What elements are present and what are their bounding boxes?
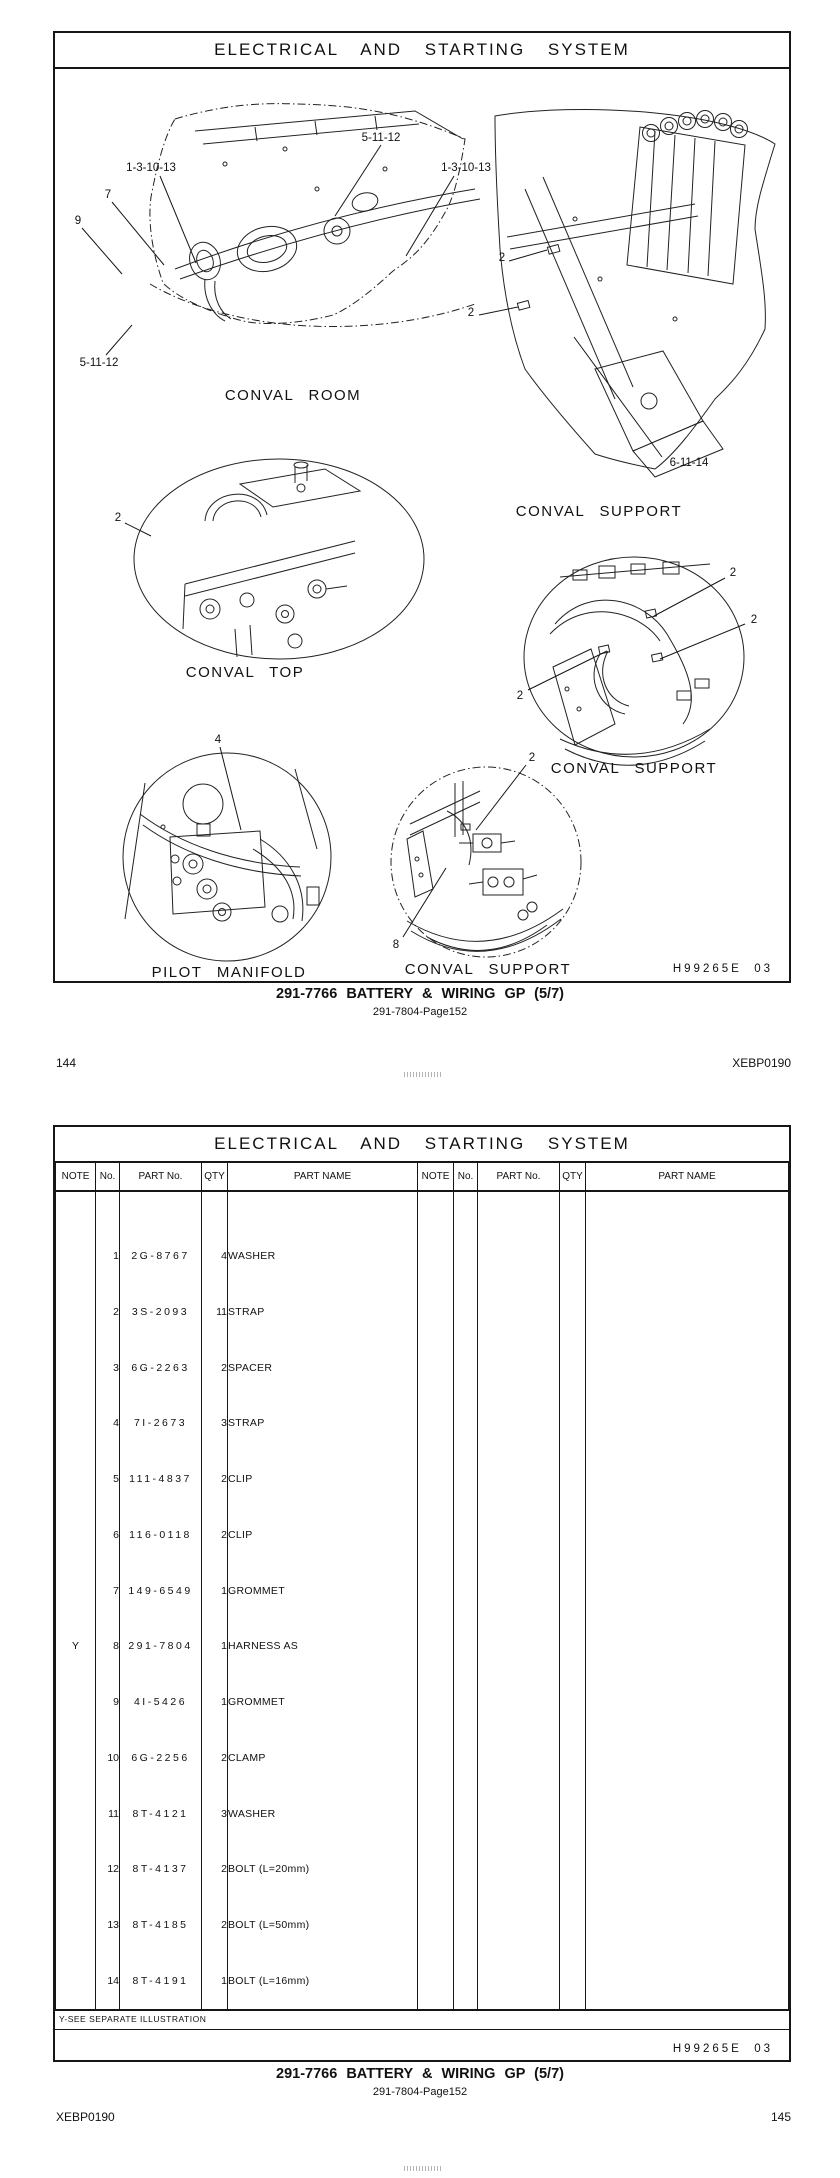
header-no: No.	[96, 1163, 120, 1191]
drawing-boundary	[524, 557, 744, 757]
cell-part-name: GROMMET	[228, 1674, 418, 1730]
illustration-caption: CONVAL SUPPORT	[550, 760, 718, 777]
cell-qty	[560, 1340, 586, 1396]
illustration-caption: CONVAL SUPPORT	[515, 503, 683, 520]
cell-no: 13	[96, 1897, 120, 1953]
cell-part-no: 149-6549	[120, 1563, 202, 1619]
cell-part-no	[478, 1284, 560, 1340]
cell-no: 14	[96, 1953, 120, 2009]
cell-no	[454, 1563, 478, 1619]
table-row	[56, 1395, 789, 1451]
table-row	[56, 1284, 789, 1340]
cell-note	[418, 1842, 454, 1898]
cell-no: 12	[96, 1842, 120, 1898]
cell-part-no	[478, 1451, 560, 1507]
figure-title: 291-7766 BATTERY & WIRING GP (5/7)	[276, 2066, 564, 2082]
cell-note	[418, 1284, 454, 1340]
cell-note	[56, 1786, 96, 1842]
page-number: 145	[770, 2110, 791, 2124]
drawing-lines	[507, 111, 748, 478]
table-row	[56, 1730, 789, 1786]
cell-no	[454, 1619, 478, 1675]
cell-part-name	[586, 1619, 789, 1675]
cell-part-no: 111-4837	[120, 1451, 202, 1507]
cell-qty: 1	[202, 1953, 228, 2009]
cell-part-no: 291-7804	[120, 1619, 202, 1675]
cell-no	[454, 1786, 478, 1842]
leader-lines	[220, 747, 241, 830]
table-row	[56, 1451, 789, 1507]
cell-qty	[560, 1507, 586, 1563]
table-row	[56, 1619, 789, 1675]
header-note: NOTE	[418, 1163, 454, 1191]
illustration-pilot-manifold	[123, 734, 331, 981]
illustration-conval-support-2	[517, 557, 757, 777]
cell-part-no	[478, 1730, 560, 1786]
cell-part-no	[478, 1340, 560, 1396]
illustration-conval-top	[115, 459, 424, 681]
cell-qty	[560, 1228, 586, 1284]
drawing-boundary	[391, 767, 581, 957]
header-part-no: PART No.	[120, 1163, 202, 1191]
spacer-row	[56, 1191, 789, 1228]
micro-print-mark	[404, 2166, 442, 2171]
header-qty: QTY	[202, 1163, 228, 1191]
cell-qty: 1	[202, 1619, 228, 1675]
cell-no	[454, 1228, 478, 1284]
code-strip	[55, 2030, 789, 2060]
table-row	[56, 1228, 789, 1284]
drawing-boundary	[134, 459, 424, 659]
table-row	[56, 1953, 789, 2009]
cell-note	[418, 1228, 454, 1284]
cell-part-name: CLAMP	[228, 1730, 418, 1786]
footnote: Y-SEE SEPARATE ILLUSTRATION	[55, 2009, 789, 2030]
cell-qty: 1	[202, 1674, 228, 1730]
cell-no: 1	[96, 1228, 120, 1284]
cell-note	[418, 1953, 454, 2009]
cell-part-no	[478, 1674, 560, 1730]
cell-qty	[560, 1674, 586, 1730]
drawing-lines	[550, 562, 710, 765]
cell-part-name: WASHER	[228, 1786, 418, 1842]
cell-note	[56, 1395, 96, 1451]
cell-note	[418, 1786, 454, 1842]
cell-part-name	[586, 1730, 789, 1786]
callout-label: 5-11-12	[79, 357, 119, 369]
cell-qty	[560, 1284, 586, 1340]
cell-no	[454, 1674, 478, 1730]
table-row	[56, 1786, 789, 1842]
cell-no: 3	[96, 1340, 120, 1396]
page-number: 144	[56, 1056, 77, 1070]
cell-part-name	[586, 1395, 789, 1451]
cell-part-name	[586, 1340, 789, 1396]
cell-note	[418, 1340, 454, 1396]
drawing-lines	[150, 111, 480, 327]
illustration-caption: CONVAL SUPPORT	[404, 961, 572, 978]
cell-part-no	[478, 1228, 560, 1284]
cell-no: 11	[96, 1786, 120, 1842]
cell-part-no	[478, 1842, 560, 1898]
cell-qty: 11	[202, 1284, 228, 1340]
table-row	[56, 1842, 789, 1898]
cell-note	[56, 1451, 96, 1507]
header-note: NOTE	[56, 1163, 96, 1191]
drawing-lines	[407, 781, 563, 951]
illustration-canvas	[55, 69, 789, 981]
drawing-lines	[183, 462, 360, 657]
callout-label: 7	[104, 189, 112, 201]
cell-note	[418, 1507, 454, 1563]
cell-note	[56, 1897, 96, 1953]
cell-no: 8	[96, 1619, 120, 1675]
cell-part-no	[478, 1897, 560, 1953]
cell-part-no: 6G-2263	[120, 1340, 202, 1396]
cell-note	[418, 1619, 454, 1675]
cell-no	[454, 1507, 478, 1563]
cell-part-name: WASHER	[228, 1228, 418, 1284]
cell-qty: 2	[202, 1897, 228, 1953]
cell-note	[56, 1730, 96, 1786]
cell-no: 7	[96, 1563, 120, 1619]
cell-qty	[560, 1953, 586, 2009]
table-row	[56, 1340, 789, 1396]
cell-part-no	[478, 1953, 560, 2009]
cell-part-name	[586, 1563, 789, 1619]
table-row	[56, 1507, 789, 1563]
drawing-boundary	[150, 104, 465, 324]
cell-part-no: 8T-4185	[120, 1897, 202, 1953]
cell-qty: 2	[202, 1507, 228, 1563]
cell-part-name: GROMMET	[228, 1563, 418, 1619]
cell-qty: 2	[202, 1730, 228, 1786]
cell-part-name: BOLT (L=20mm)	[228, 1842, 418, 1898]
drawing-boundary	[495, 109, 775, 469]
book-code: XEBP0190	[732, 1056, 791, 1070]
cell-part-no	[478, 1507, 560, 1563]
cell-part-name: CLIP	[228, 1507, 418, 1563]
cell-part-name: STRAP	[228, 1395, 418, 1451]
header-qty: QTY	[560, 1163, 586, 1191]
cell-qty: 4	[202, 1228, 228, 1284]
cell-part-name: BOLT (L=50mm)	[228, 1897, 418, 1953]
cell-qty	[560, 1451, 586, 1507]
cell-part-no	[478, 1786, 560, 1842]
micro-print-mark	[404, 1072, 442, 1077]
cell-no	[454, 1451, 478, 1507]
cell-note	[418, 1451, 454, 1507]
leader-lines	[125, 523, 151, 536]
cell-no	[454, 1395, 478, 1451]
cell-no: 10	[96, 1730, 120, 1786]
callout-label: 2	[528, 752, 536, 764]
table-row	[56, 1897, 789, 1953]
cell-part-no: 116-0118	[120, 1507, 202, 1563]
illustration-conval-room	[75, 104, 491, 404]
cell-qty: 3	[202, 1786, 228, 1842]
parts-table-sheet	[53, 1125, 791, 2062]
cell-part-name	[586, 1953, 789, 2009]
cell-part-name	[586, 1674, 789, 1730]
cell-note	[56, 1507, 96, 1563]
cell-part-no: 4I-5426	[120, 1674, 202, 1730]
cell-no: 6	[96, 1507, 120, 1563]
cell-part-no: 2G-8767	[120, 1228, 202, 1284]
cell-qty	[560, 1786, 586, 1842]
cell-no	[454, 1730, 478, 1786]
callout-label: 2	[467, 307, 475, 319]
cell-part-name	[586, 1451, 789, 1507]
cell-qty	[560, 1730, 586, 1786]
cell-qty	[560, 1842, 586, 1898]
table-header-row	[56, 1163, 789, 1191]
callout-label: 2	[729, 567, 737, 579]
callout-label: 9	[74, 215, 82, 227]
cell-part-no: 8T-4121	[120, 1786, 202, 1842]
header-no: No.	[454, 1163, 478, 1191]
cell-note	[418, 1395, 454, 1451]
cell-no: 4	[96, 1395, 120, 1451]
illustration-sheet	[53, 31, 791, 983]
cell-no: 9	[96, 1674, 120, 1730]
illustration-caption: CONVAL ROOM	[224, 387, 362, 404]
cell-part-name	[586, 1897, 789, 1953]
document-code: H99265E 03	[672, 963, 773, 975]
leader-lines	[403, 765, 526, 937]
cell-no	[454, 1953, 478, 2009]
cell-part-no: 8T-4137	[120, 1842, 202, 1898]
cell-qty	[560, 1897, 586, 1953]
cell-note	[56, 1228, 96, 1284]
table-row	[56, 1674, 789, 1730]
cell-qty: 2	[202, 1451, 228, 1507]
cell-note: Y	[56, 1619, 96, 1675]
cell-part-name: BOLT (L=16mm)	[228, 1953, 418, 2009]
cell-qty	[560, 1563, 586, 1619]
callout-label: 4	[214, 734, 222, 746]
callout-label: 8	[392, 939, 400, 951]
callout-label: 6-11-14	[669, 457, 709, 469]
callout-label: 2	[516, 690, 524, 702]
cell-qty: 1	[202, 1563, 228, 1619]
cell-part-no: 3S-2093	[120, 1284, 202, 1340]
cell-no	[454, 1284, 478, 1340]
cell-part-name	[586, 1786, 789, 1842]
cell-note	[418, 1563, 454, 1619]
cell-note	[56, 1953, 96, 2009]
cell-note	[56, 1842, 96, 1898]
cell-qty: 2	[202, 1842, 228, 1898]
book-code: XEBP0190	[56, 2110, 115, 2124]
callout-label: 2	[750, 614, 758, 626]
cell-part-name: HARNESS AS	[228, 1619, 418, 1675]
page-title: ELECTRICAL AND STARTING SYSTEM	[55, 33, 789, 69]
cell-part-no	[478, 1395, 560, 1451]
cell-part-name: CLIP	[228, 1451, 418, 1507]
callout-label: 1-3-10-13	[441, 162, 491, 174]
cell-part-no	[478, 1619, 560, 1675]
drawing-boundary	[123, 753, 331, 961]
cell-qty: 3	[202, 1395, 228, 1451]
table-row	[56, 1563, 789, 1619]
cell-qty	[560, 1619, 586, 1675]
cell-note	[418, 1674, 454, 1730]
cell-no: 2	[96, 1284, 120, 1340]
cell-no	[454, 1842, 478, 1898]
figure-subtitle: 291-7804-Page152	[372, 2086, 468, 2098]
cell-part-no: 8T-4191	[120, 1953, 202, 2009]
cell-note	[418, 1897, 454, 1953]
header-part-name: PART NAME	[586, 1163, 789, 1191]
figure-subtitle: 291-7804-Page152	[372, 1006, 468, 1018]
figure-title: 291-7766 BATTERY & WIRING GP (5/7)	[276, 986, 564, 1002]
cell-note	[56, 1340, 96, 1396]
callout-label: 5-11-12	[361, 132, 401, 144]
callout-label: 2	[114, 512, 122, 524]
leader-lines	[528, 578, 745, 690]
cell-part-name	[586, 1228, 789, 1284]
cell-no	[454, 1340, 478, 1396]
cell-qty: 2	[202, 1340, 228, 1396]
cell-part-name: SPACER	[228, 1340, 418, 1396]
illustration-caption: CONVAL TOP	[185, 664, 305, 681]
cell-no	[454, 1897, 478, 1953]
cell-note	[56, 1563, 96, 1619]
cell-no: 5	[96, 1451, 120, 1507]
callout-label: 1-3-10-13	[126, 162, 176, 174]
cell-note	[56, 1674, 96, 1730]
illustration-conval-support-3	[391, 752, 581, 978]
cell-part-name	[586, 1842, 789, 1898]
parts-table	[55, 1163, 789, 2009]
cell-note	[418, 1730, 454, 1786]
drawing-lines	[125, 769, 319, 922]
cell-part-no: 7I-2673	[120, 1395, 202, 1451]
cell-note	[56, 1284, 96, 1340]
page-title: ELECTRICAL AND STARTING SYSTEM	[55, 1127, 789, 1163]
header-part-name: PART NAME	[228, 1163, 418, 1191]
document-code: H99265E 03	[672, 2043, 773, 2055]
header-part-no: PART No.	[478, 1163, 560, 1191]
illustration-caption: PILOT MANIFOLD	[151, 964, 307, 981]
illustration-conval-support-1	[468, 109, 775, 520]
cell-part-no: 6G-2256	[120, 1730, 202, 1786]
cell-part-name: STRAP	[228, 1284, 418, 1340]
cell-part-name	[586, 1284, 789, 1340]
cell-part-no	[478, 1563, 560, 1619]
cell-part-name	[586, 1507, 789, 1563]
cell-qty	[560, 1395, 586, 1451]
callout-label: 2	[498, 252, 506, 264]
